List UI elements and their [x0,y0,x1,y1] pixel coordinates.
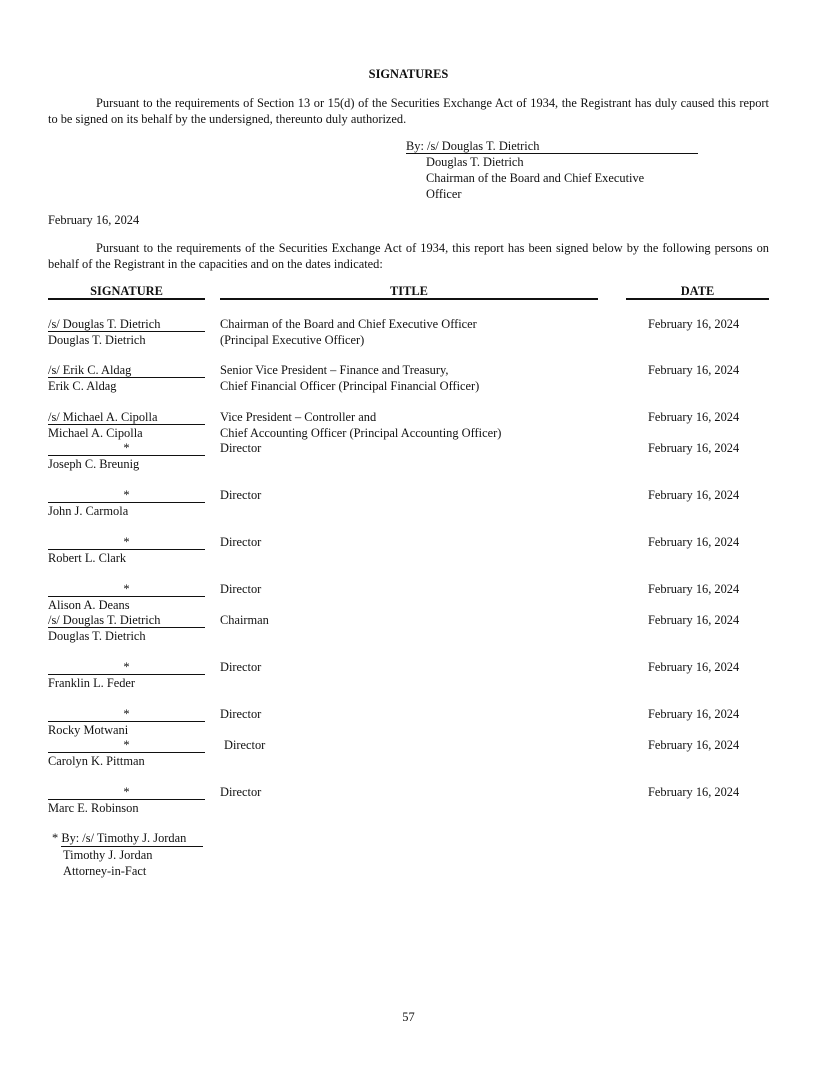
signature-line: * [48,534,205,550]
signer-title-line: Chief Accounting Officer (Principal Accounting Officer) [220,426,502,440]
signer-name: Marc E. Robinson [48,801,139,815]
signer-title [220,409,501,441]
signer-name: Michael A. Cipolla [48,426,143,440]
signature-date: February 16, 2024 [648,738,740,752]
attorney-asterisk: * [52,831,59,845]
signer-title-line: Chairman of the Board and Chief Executive Officer [220,317,477,331]
signer-title-line: Senior Vice President – Finance and Treasury, [220,363,449,377]
signature-date: February 16, 2024 [648,660,740,674]
signature-line: /s/ Erik C. Aldag [48,362,205,378]
signature-date: February 16, 2024 [648,441,740,455]
attorney-name: Timothy J. Jordan [63,848,153,862]
signature-row [48,581,205,613]
signature-date: February 16, 2024 [648,488,740,502]
report-date: February 16, 2024 [48,213,140,227]
page-number: 57 [402,1010,415,1024]
signature-row [48,784,205,816]
registrant-signature-block [406,138,698,202]
column-header-signature: SIGNATURE [48,283,205,300]
signature-row [48,362,205,394]
signer-title-line: Chief Financial Officer (Principal Financial Officer) [220,379,480,393]
signature-line: * [48,737,205,753]
signature-date: February 16, 2024 [648,582,740,596]
persons-intro-paragraph: Pursuant to the requirements of the Securities Exchange Act of 1934, this report has been signed below by the following persons on behalf of the Registrant in the capacities and on the dates indicated: [48,241,769,271]
signature-date: February 16, 2024 [648,410,740,424]
signature-line: * [48,784,205,800]
intro-paragraph: Pursuant to the requirements of Section 13 or 15(d) of the Securities Exchange Act of 1934, the Registrant has duly caused this report to be signed on its behalf by the undersigned, thereunto duly authorized. [48,96,769,126]
signature-line: * [48,706,205,722]
signer-title: Chairman [220,613,269,627]
signature-line: /s/ Michael A. Cipolla [48,409,205,425]
signature-line: * [48,440,205,456]
registrant-signature-line: By: /s/ Douglas T. Dietrich [406,138,698,154]
signature-date: February 16, 2024 [648,363,740,377]
signer-name: Rocky Motwani [48,723,129,737]
signature-date: February 16, 2024 [648,613,740,627]
signature-row [48,487,205,519]
signer-title-line: (Principal Executive Officer) [220,333,365,347]
signer-name: Carolyn K. Pittman [48,754,145,768]
column-header-date: DATE [626,283,769,300]
registrant-signer-title-2: Officer [426,187,462,201]
signer-title: Director [220,785,262,799]
signer-name: Alison A. Deans [48,598,130,612]
signature-line: /s/ Douglas T. Dietrich [48,612,205,628]
signer-title: Director [220,707,262,721]
signer-title: Director [224,738,266,752]
attorney-role: Attorney-in-Fact [63,864,147,878]
page-heading: SIGNATURES [368,67,449,81]
signer-title: Director [220,488,262,502]
signer-name: Joseph C. Breunig [48,457,140,471]
signature-line: * [48,487,205,503]
signature-line: * [48,581,205,597]
signature-line: /s/ Douglas T. Dietrich [48,316,205,332]
signature-row [48,409,205,441]
signature-row [48,737,205,769]
signature-date: February 16, 2024 [648,785,740,799]
signer-title: Director [220,441,262,455]
signer-title: Director [220,535,262,549]
attorney-in-fact-block [52,830,203,879]
signer-title [220,316,477,348]
column-header-title: TITLE [220,283,598,300]
signer-name: Douglas T. Dietrich [48,333,146,347]
signature-date: February 16, 2024 [648,707,740,721]
registrant-signer-title-1: Chairman of the Board and Chief Executive [426,171,645,185]
signature-line: * [48,659,205,675]
signer-name: Douglas T. Dietrich [48,629,146,643]
registrant-signer-name: Douglas T. Dietrich [426,155,524,169]
signer-name: Franklin L. Feder [48,676,136,690]
signer-title-line: Vice President – Controller and [220,410,377,424]
signer-name: Robert L. Clark [48,551,127,565]
signer-title: Director [220,660,262,674]
signature-row [48,316,205,348]
signer-title: Director [220,582,262,596]
signature-row [48,612,205,644]
signature-row [48,534,205,566]
signature-row [48,706,205,738]
signature-date: February 16, 2024 [648,535,740,549]
signer-name: Erik C. Aldag [48,379,117,393]
signer-title [220,362,479,394]
signer-name: John J. Carmola [48,504,129,518]
signature-row [48,440,205,472]
signature-row [48,659,205,691]
signature-date: February 16, 2024 [648,317,740,331]
attorney-signature-line: By: /s/ Timothy J. Jordan [61,830,203,847]
